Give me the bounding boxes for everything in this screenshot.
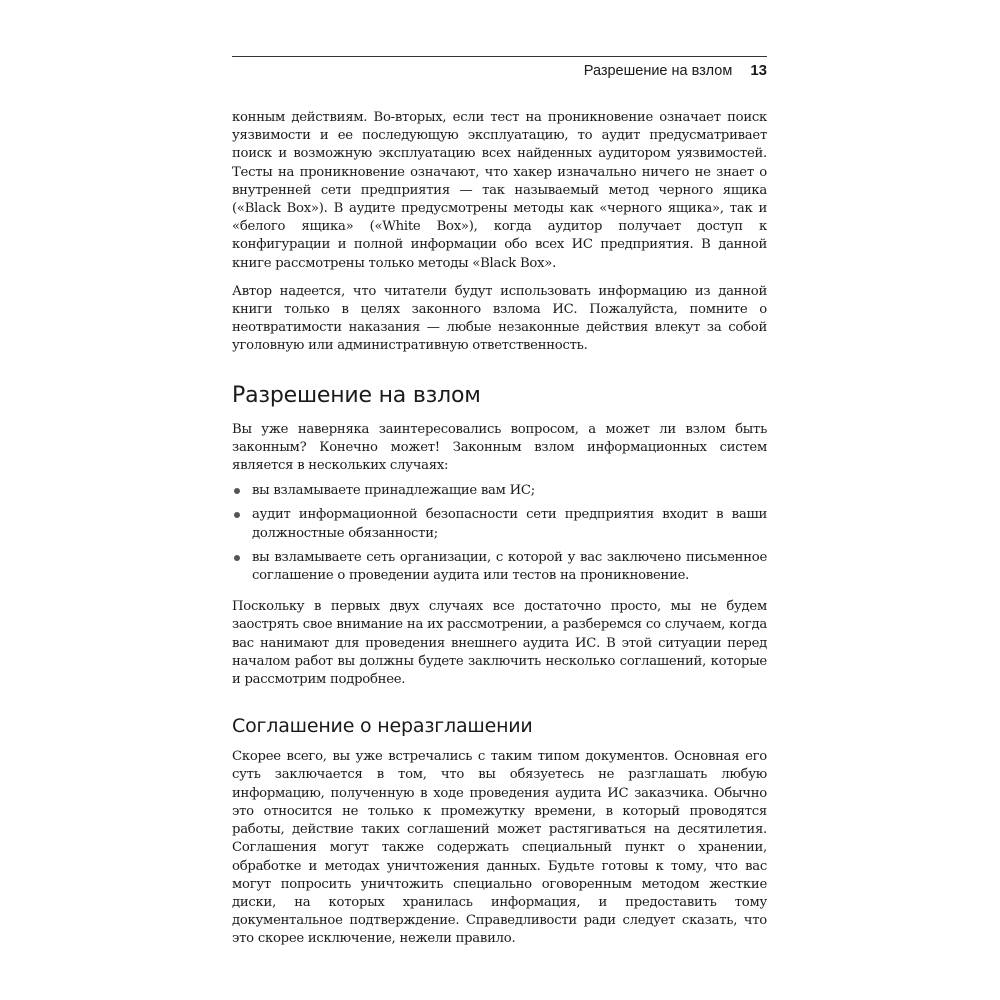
list-item xyxy=(232,506,767,542)
intro-paragraph-2: Автор надеется, что читатели будут использовать информацию из данной книги только в целях законного взлома ИС. Пожалуйста, помните о неотвратимости наказания — любые незаконные действия влекут за собой уголовную или административную ответственность. xyxy=(232,283,767,354)
section-lead-paragraph: Вы уже наверняка заинтересовались вопросом, а может ли взлом быть законным? Конечно может! Законным взлом информационных систем является в нескольких случаях: xyxy=(232,421,767,474)
bullet-icon xyxy=(234,488,240,494)
running-head-content xyxy=(584,62,767,79)
running-title: Разрешение на взлом xyxy=(583,63,733,79)
list-item xyxy=(232,482,767,500)
intro-paragraph-1: конным действиям. Во-вторых, если тест на проникновение означает поиск уязвимости и ее последующую эксплуатацию, то аудит предусматривает поиск и возможную эксплуатацию всех найденных аудитором уязвимостей. Тесты на проникновение означают, что хакер изначально ничего не знает о внутренней сети предприятия — так называемый метод черного ящика («Black Box»). В аудите предусмотрены методы как «черного ящика», так и «белого ящика» («White Box»), когда аудитор получает доступ к конфигурации и полной информации обо всех ИС предприятия. В данной книге рассмотрены только методы «Black Box». xyxy=(232,110,767,271)
running-head xyxy=(232,56,767,79)
list-item xyxy=(232,549,767,585)
section-after-paragraph: Поскольку в первых двух случаях все достаточно просто, мы не будем заострять свое внимание на их рассмотрении, а разберемся со случаем, когда вас нанимают для проведения внешнего аудита ИС. В этой ситуации перед началом работ вы должны будете заключить несколько соглашений, которые и рассмотрим подробнее. xyxy=(232,599,767,688)
bullet-icon xyxy=(234,512,240,518)
list-item-text: вы взламываете сеть организации, с которой у вас заключено письменное соглашение о проведении аудита или тестов на проникновение. xyxy=(252,549,767,584)
book-page xyxy=(232,0,767,1000)
page-body xyxy=(232,109,767,949)
page-number: 13 xyxy=(750,62,767,79)
list-item-text: аудит информационной безопасности сети предприятия входит в ваши должностные обязанности; xyxy=(252,507,767,541)
conditions-list xyxy=(232,482,767,585)
subsection-paragraph: Скорее всего, вы уже встречались с таким типом документов. Основная его суть заключается в том, что вы обязуетесь не разглашать любую информацию, полученную в ходе проведения аудита ИС заказчика. Обычно это относится не только к промежутку времени, в который проводятся работы, действие таких соглашений может растягиваться на десятилетия. Соглашения могут также содержать специальный пункт о хранении, обработке и методах уничтожения данных. Будьте готовы к тому, что вас могут попросить уничтожить специально оговоренным методом жесткие диски, на которых хранилась информация, и предоставить тому документальное подтверждение. Справедливости ради следует сказать, что это скорее исключение, нежели правило. xyxy=(232,749,767,947)
section-heading: Разрешение на взлом xyxy=(232,382,481,408)
bullet-icon xyxy=(234,555,240,561)
list-item-text: вы взламываете принадлежащие вам ИС; xyxy=(252,483,535,499)
subsection-heading: Соглашение о неразглашении xyxy=(232,715,533,738)
